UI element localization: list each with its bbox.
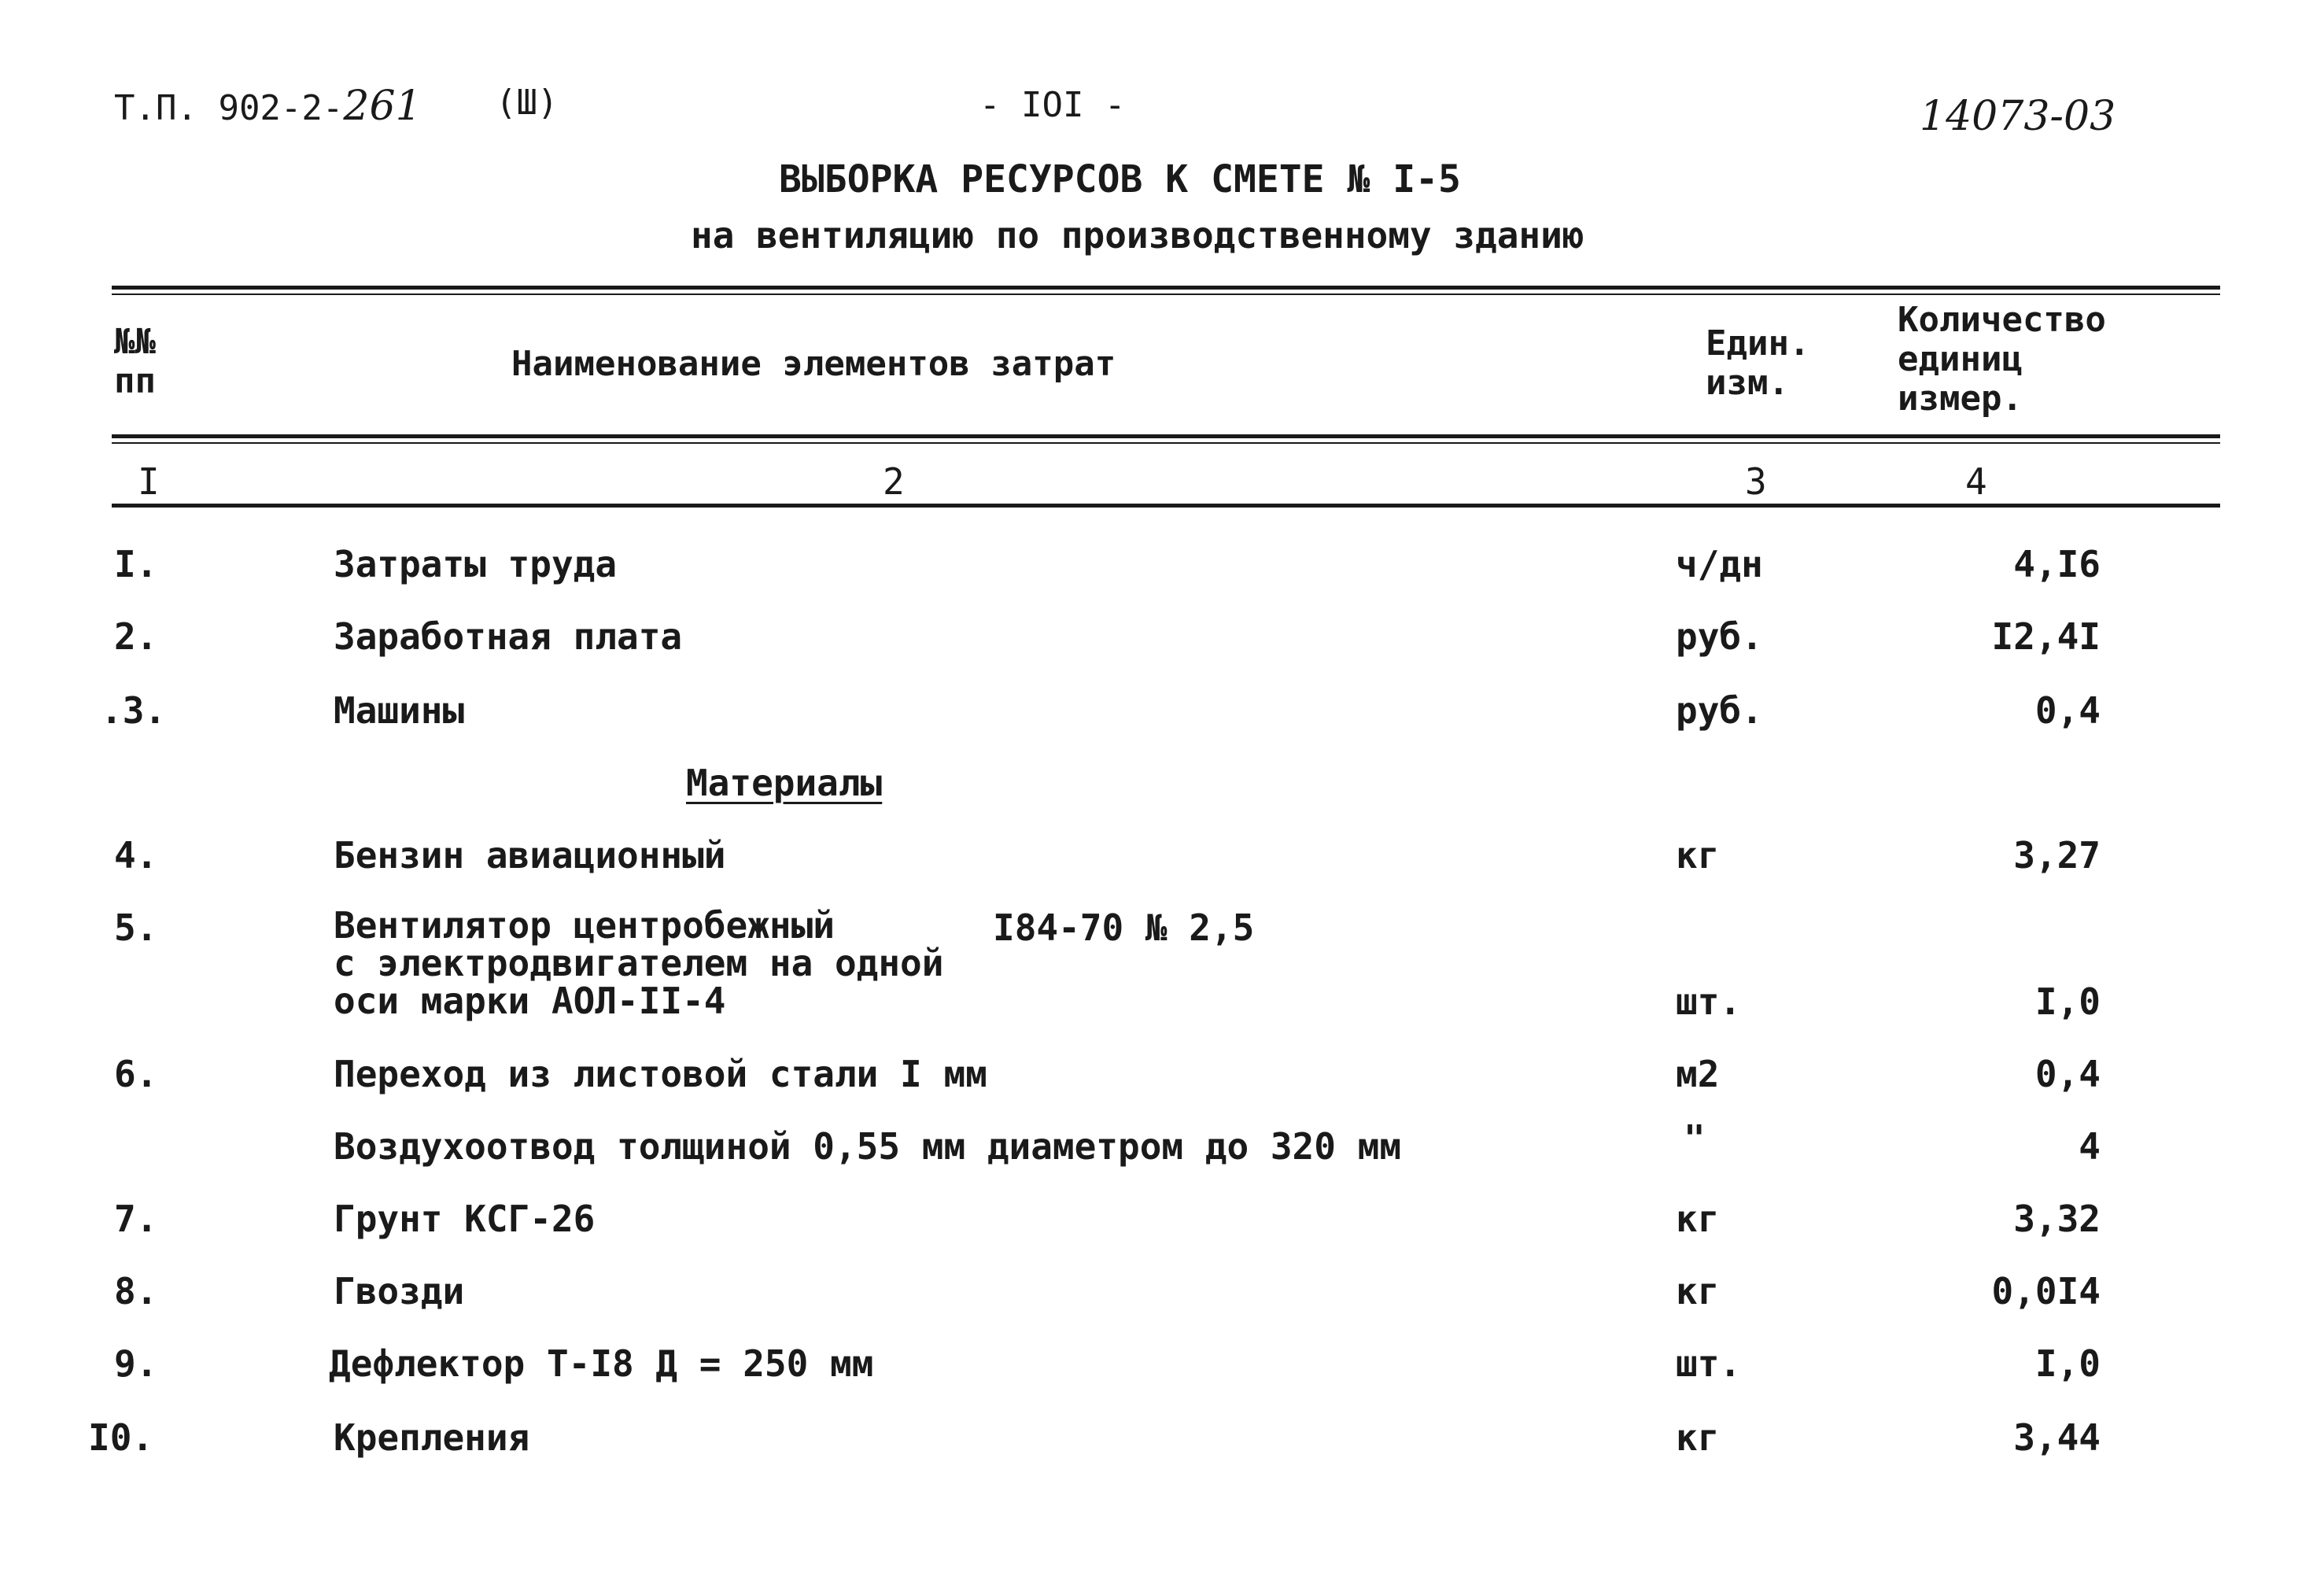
document-title: ВЫБОРКА РЕСУРСОВ К СМЕТЕ № I-5	[779, 157, 1461, 201]
row-2-num: 2.	[114, 615, 158, 658]
header-qty-line3: измер.	[1898, 378, 2023, 419]
row-9-num: 9.	[114, 1342, 158, 1385]
header-unit-line2: изм.	[1706, 363, 1789, 403]
header-num-line2: пп	[114, 361, 156, 401]
row-10-unit: кг	[1676, 1416, 1720, 1459]
row-4-num: 4.	[114, 834, 158, 877]
doc-code-printed: Т.П. 902-2-	[114, 88, 344, 128]
row-4-qty: 3,27	[2013, 834, 2101, 877]
header-bottom-rule-thin	[112, 442, 2220, 444]
row-8-unit: кг	[1676, 1270, 1720, 1312]
row-8-qty: 0,0I4	[1991, 1270, 2101, 1312]
archive-number: 14073-03	[1920, 93, 2116, 140]
table-top-rule-thin	[112, 293, 2220, 295]
page-number: - IOI -	[979, 85, 1126, 125]
header-qty-line2: единиц	[1898, 339, 2023, 379]
row-7-name: Грунт КСГ-26	[334, 1198, 596, 1240]
row-8-num: 8.	[114, 1270, 158, 1312]
row-6-unit: м2	[1676, 1053, 1720, 1095]
row-5-qty: I,0	[2034, 980, 2101, 1023]
row-4-unit: кг	[1676, 834, 1720, 877]
row-7-qty: 3,32	[2013, 1198, 2101, 1240]
header-unit-line1: Един.	[1706, 323, 1810, 364]
row-10-qty: 3,44	[2013, 1416, 2101, 1459]
row-5-name-line2: с электродвигателем на одной	[334, 942, 944, 984]
row-6-name: Переход из листовой стали I мм	[334, 1053, 987, 1095]
row-6-num: 6.	[114, 1053, 158, 1095]
row-4-name: Бензин авиационный	[334, 834, 726, 877]
row-6a-unit: "	[1684, 1117, 1706, 1160]
doc-code	[114, 83, 422, 130]
row-3-qty: 0,4	[2034, 689, 2101, 732]
table-top-rule	[112, 286, 2220, 290]
row-9-name: Дефлектор Т-I8 Д = 250 мм	[329, 1342, 874, 1385]
row-7-unit: кг	[1676, 1198, 1720, 1240]
row-10-name: Крепления	[334, 1416, 530, 1459]
row-10-num: I0.	[88, 1416, 154, 1459]
row-1-name: Затраты труда	[334, 543, 618, 585]
header-qty-line1: Количество	[1898, 300, 2106, 340]
section-materials-heading: Материалы	[686, 762, 883, 804]
row-1-unit: ч/дн	[1676, 543, 1763, 585]
header-num	[114, 323, 156, 401]
row-3-num: .3.	[101, 689, 167, 732]
row-7-num: 7.	[114, 1198, 158, 1240]
row-5-unit: шт.	[1676, 980, 1742, 1023]
row-9-unit: шт.	[1676, 1342, 1742, 1385]
row-3-name: Машины	[334, 689, 465, 732]
row-5-name-line3: оси марки АОЛ-II-4	[334, 980, 726, 1022]
row-9-qty: I,0	[2034, 1342, 2101, 1385]
header-unit	[1706, 324, 1809, 403]
column-numbers-rule	[112, 504, 2220, 508]
row-5-name-line1: Вентилятор центробежный	[334, 904, 835, 947]
document-subtitle: на вентиляцию по производственному зданию	[691, 214, 1584, 257]
row-6-qty: 0,4	[2034, 1053, 2101, 1095]
volume-label: (Ш)	[496, 83, 559, 123]
column-number-3: 3	[1745, 460, 1767, 503]
header-name: Наименование элементов затрат	[511, 344, 1116, 384]
row-5-model: I84-70 № 2,5	[993, 906, 1255, 949]
row-2-name: Заработная плата	[334, 615, 683, 658]
column-number-1: I	[138, 460, 160, 503]
row-6a-qty: 4	[2079, 1125, 2101, 1168]
row-2-unit: руб.	[1676, 615, 1763, 658]
row-5-num: 5.	[114, 906, 158, 949]
row-3-unit: руб.	[1676, 689, 1763, 732]
row-6a-name: Воздухоотвод толщиной 0,55 мм диаметром до 320 мм	[334, 1125, 1402, 1168]
row-2-qty: I2,4I	[1991, 615, 2101, 658]
header-num-line1: №№	[114, 322, 156, 362]
row-1-num: I.	[114, 543, 158, 585]
header-bottom-rule	[112, 434, 2220, 438]
column-number-2: 2	[883, 460, 905, 503]
row-8-name: Гвозди	[334, 1270, 465, 1312]
row-5-name	[334, 906, 943, 1020]
header-qty	[1898, 301, 2106, 419]
row-1-qty: 4,I6	[2013, 543, 2101, 585]
column-number-4: 4	[1965, 460, 1987, 503]
doc-code-handwritten: 261	[343, 83, 422, 130]
